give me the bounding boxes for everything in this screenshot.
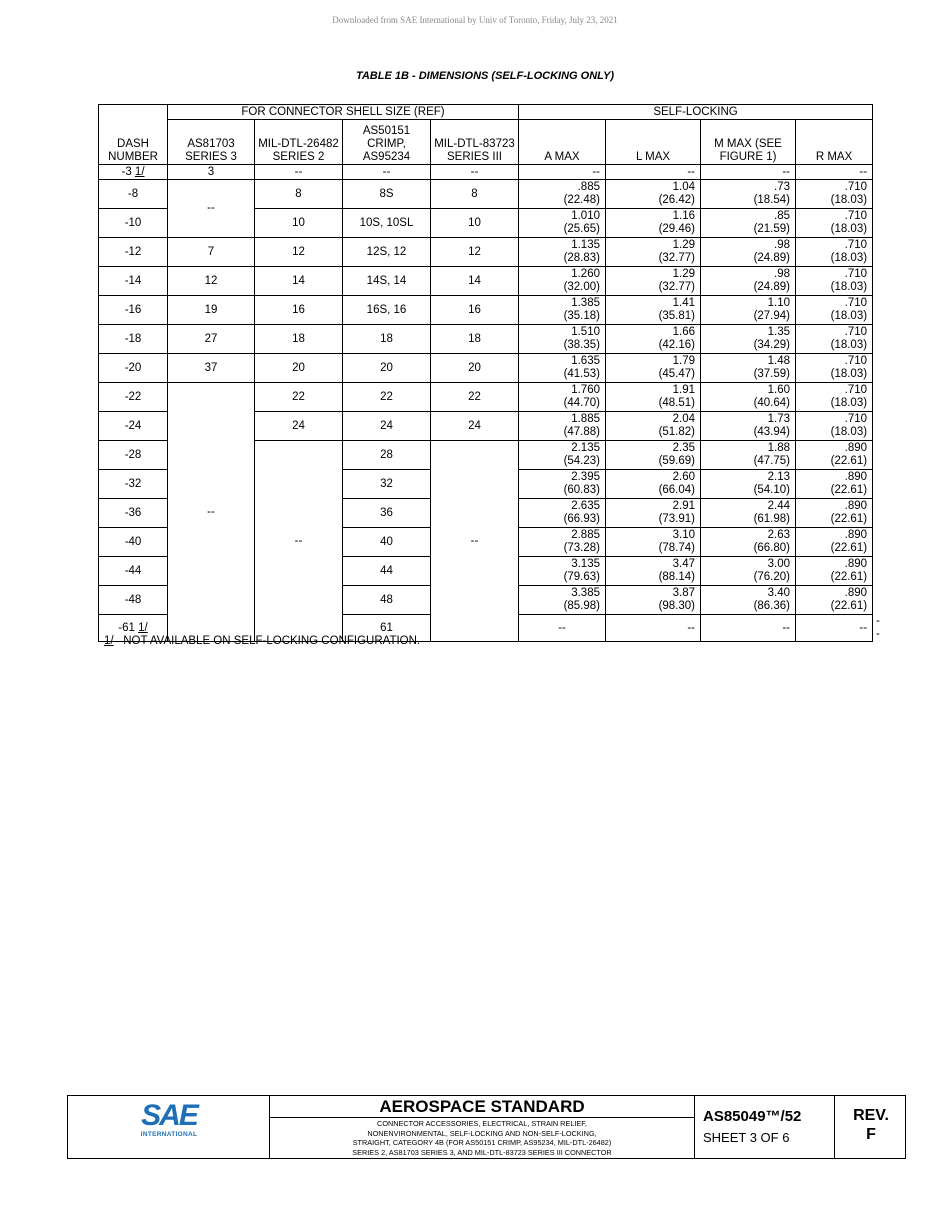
mil83723-cell: 22 [431, 383, 519, 412]
m-max-cell: 1.88 (47.75) [701, 441, 796, 470]
logo-cell [68, 1096, 270, 1158]
header-m-max: M MAX (SEE FIGURE 1) [701, 120, 796, 165]
r-max-cell: .710 (18.03) [796, 325, 873, 354]
standard-type: AEROSPACE STANDARD [270, 1096, 694, 1118]
as50151-cell: 48 [343, 586, 431, 615]
as50151-cell: 32 [343, 470, 431, 499]
mil83723-cell: 24 [431, 412, 519, 441]
l-max-cell: 1.91 (48.51) [606, 383, 701, 412]
a-max-cell: -- [606, 615, 701, 642]
table-row [99, 267, 873, 296]
dash-cell: -40 [99, 528, 168, 557]
as50151-cell: 12S, 12 [343, 238, 431, 267]
l-max-cell: 3.47 (88.14) [606, 557, 701, 586]
m-max-cell: -- [796, 615, 873, 642]
revision [835, 1106, 907, 1144]
l-max-cell: 1.41 (35.81) [606, 296, 701, 325]
l-max-cell: -- [701, 615, 796, 642]
as81703-cell: -- [168, 180, 255, 238]
a-max-cell: 1.760 (44.70) [519, 383, 606, 412]
r-max-cell: .710 (18.03) [796, 267, 873, 296]
dash-cell: -18 [99, 325, 168, 354]
revision-value: F [866, 1126, 876, 1143]
header-as81703: AS81703 SERIES 3 [168, 120, 255, 165]
as50151-cell: 14S, 14 [343, 267, 431, 296]
l-max-cell: 1.16 (29.46) [606, 209, 701, 238]
m-max-cell: .98 (24.89) [701, 238, 796, 267]
a-max-cell: 1.510 (38.35) [519, 325, 606, 354]
l-max-cell: 1.04 (26.42) [606, 180, 701, 209]
l-max-cell: 3.10 (78.74) [606, 528, 701, 557]
header-r-max: R MAX [796, 120, 873, 165]
footnote-ref: 1/ [104, 635, 114, 647]
sae-logo [136, 1101, 202, 1138]
m-max-cell: 2.44 (61.98) [701, 499, 796, 528]
l-max-cell: 1.66 (42.16) [606, 325, 701, 354]
as50151-cell: 44 [343, 557, 431, 586]
mil83723-cell: 12 [431, 238, 519, 267]
r-max-cell: .890 (22.61) [796, 557, 873, 586]
dash-cell: -36 [99, 499, 168, 528]
l-max-cell: 2.60 (66.04) [606, 470, 701, 499]
revision-cell [835, 1096, 907, 1158]
a-max-cell: 2.135 (54.23) [519, 441, 606, 470]
l-max-cell: 1.29 (32.77) [606, 238, 701, 267]
as50151-cell: 36 [343, 499, 431, 528]
m-max-cell: 2.13 (54.10) [701, 470, 796, 499]
header-a-max: A MAX [519, 120, 606, 165]
mil83723-cell: -- [431, 165, 519, 180]
as81703-cell: 37 [168, 354, 255, 383]
dash-cell: -32 [99, 470, 168, 499]
logo-text: SAE [141, 1099, 197, 1132]
m-max-cell: .98 (24.89) [701, 267, 796, 296]
l-max-cell: 1.29 (32.77) [606, 267, 701, 296]
a-max-cell: .885 (22.48) [519, 180, 606, 209]
mil83723-cell: 8 [431, 180, 519, 209]
r-max-cell: .710 (18.03) [796, 238, 873, 267]
mil83723-cell: 20 [431, 354, 519, 383]
dash-cell: -44 [99, 557, 168, 586]
revision-label: REV. [853, 1107, 889, 1124]
dash-cell: -48 [99, 586, 168, 615]
l-max-cell: 1.79 (45.47) [606, 354, 701, 383]
doc-number: AS85049™/52 [703, 1108, 802, 1125]
as81703-cell: 27 [168, 325, 255, 354]
standard-cell [270, 1096, 695, 1158]
m-max-cell: .73 (18.54) [701, 180, 796, 209]
footnote-ref: 1/ [134, 165, 145, 178]
doc-number-cell [695, 1096, 835, 1158]
as50151-cell: -- [519, 615, 606, 642]
as50151-cell: 22 [343, 383, 431, 412]
sheet-number: SHEET 3 OF 6 [703, 1130, 790, 1145]
header-dash-number: DASH NUMBER [99, 105, 168, 165]
mil83723-cell: 14 [431, 267, 519, 296]
dash-cell: -28 [99, 441, 168, 470]
table-row [99, 180, 873, 209]
a-max-cell: 1.385 (35.18) [519, 296, 606, 325]
mil26482-cell: -- [255, 441, 343, 642]
mil26482-cell: 10 [255, 209, 343, 238]
l-max-cell: 2.35 (59.69) [606, 441, 701, 470]
r-max-cell: .890 (22.61) [796, 499, 873, 528]
mil83723-cell: 16 [431, 296, 519, 325]
as50151-cell: -- [343, 165, 431, 180]
mil26482-cell: 22 [255, 383, 343, 412]
m-max-cell: 3.40 (86.36) [701, 586, 796, 615]
l-max-cell: 2.04 (51.82) [606, 412, 701, 441]
m-max-cell: 1.48 (37.59) [701, 354, 796, 383]
dash-cell: -22 [99, 383, 168, 412]
dash-cell: -20 [99, 354, 168, 383]
r-max-cell: .890 (22.61) [796, 441, 873, 470]
mil26482-cell: -- [255, 165, 343, 180]
m-max-cell: 1.60 (40.64) [701, 383, 796, 412]
dash-cell: -61 1/ [99, 615, 168, 642]
mil26482-cell: 16 [255, 296, 343, 325]
table-row [99, 325, 873, 354]
standard-description: CONNECTOR ACCESSORIES, ELECTRICAL, STRAIN RELIEF, NONENVIRONMENTAL, SELF-LOCKING AND NON-SELF-LOCKING, STRAIGHT, CATEGORY 4B (FOR AS50151 CRIMP, AS95234, MIL-DTL-26482) SERIES 2, AS81703 SERIES 3, AND MIL-DTL-83723 SERIES III CONNECTOR [352, 1119, 612, 1157]
m-max-cell: 3.00 (76.20) [701, 557, 796, 586]
m-max-cell: 2.63 (66.80) [701, 528, 796, 557]
a-max-cell: -- [519, 165, 606, 180]
m-max-cell: 1.35 (34.29) [701, 325, 796, 354]
m-max-cell: 1.73 (43.94) [701, 412, 796, 441]
m-max-cell: 1.10 (27.94) [701, 296, 796, 325]
as50151-cell: 28 [343, 441, 431, 470]
l-max-cell: 3.87 (98.30) [606, 586, 701, 615]
mil26482-cell: 14 [255, 267, 343, 296]
a-max-cell: 1.010 (25.65) [519, 209, 606, 238]
l-max-cell: -- [606, 165, 701, 180]
as50151-cell: 18 [343, 325, 431, 354]
l-max-cell: 2.91 (73.91) [606, 499, 701, 528]
a-max-cell: 1.885 (47.88) [519, 412, 606, 441]
m-max-cell: -- [701, 165, 796, 180]
r-max-cell: .710 (18.03) [796, 383, 873, 412]
dash-cell: -3 1/ [99, 165, 168, 180]
as81703-cell: 19 [168, 296, 255, 325]
logo-subtext: INTERNATIONAL [140, 1131, 198, 1138]
r-max-cell: .710 (18.03) [796, 209, 873, 238]
mil83723-cell: 10 [431, 209, 519, 238]
table-row [99, 165, 873, 180]
table-row [99, 296, 873, 325]
footnote-ref: 1/ [138, 621, 148, 634]
footnote [104, 635, 420, 647]
footnote-text: NOT AVAILABLE ON SELF-LOCKING CONFIGURATION. [123, 635, 421, 647]
a-max-cell: 1.135 (28.83) [519, 238, 606, 267]
as50151-cell: 16S, 16 [343, 296, 431, 325]
mil26482-cell: 24 [255, 412, 343, 441]
as50151-cell: 20 [343, 354, 431, 383]
r-max-cell: .710 (18.03) [796, 296, 873, 325]
header-group-connector: FOR CONNECTOR SHELL SIZE (REF) [168, 105, 519, 120]
as81703-cell: 3 [168, 165, 255, 180]
dash-cell: -10 [99, 209, 168, 238]
a-max-cell: 2.635 (66.93) [519, 499, 606, 528]
a-max-cell: 1.635 (41.53) [519, 354, 606, 383]
header-as50151: AS50151 CRIMP, AS95234 [343, 120, 431, 165]
a-max-cell: 3.385 (85.98) [519, 586, 606, 615]
download-watermark: Downloaded from SAE International by Univ of Toronto, Friday, July 23, 2021 [332, 15, 618, 25]
header-group-self-locking: SELF-LOCKING [519, 105, 873, 120]
table-row [99, 238, 873, 267]
table-title: TABLE 1B - DIMENSIONS (SELF-LOCKING ONLY) [355, 70, 615, 82]
as81703-cell: 7 [168, 238, 255, 267]
dimensions-table [98, 104, 880, 642]
as50151-cell: 40 [343, 528, 431, 557]
as81703-cell: 12 [168, 267, 255, 296]
a-max-cell: 3.135 (79.63) [519, 557, 606, 586]
r-max-cell: .710 (18.03) [796, 412, 873, 441]
dash-cell: -12 [99, 238, 168, 267]
m-max-cell: .85 (21.59) [701, 209, 796, 238]
header-l-max: L MAX [606, 120, 701, 165]
r-max-cell: -- [796, 165, 873, 180]
mil83723-cell: 18 [431, 325, 519, 354]
a-max-cell: 2.395 (60.83) [519, 470, 606, 499]
as50151-cell: 24 [343, 412, 431, 441]
as50151-cell: 10S, 10SL [343, 209, 431, 238]
mil26482-cell: 20 [255, 354, 343, 383]
mil83723-cell: -- [431, 441, 519, 642]
a-max-cell: 1.260 (32.00) [519, 267, 606, 296]
dash-cell: -24 [99, 412, 168, 441]
title-block [67, 1095, 906, 1159]
r-max-cell: .710 (18.03) [796, 354, 873, 383]
header-mil26482: MIL-DTL-26482 SERIES 2 [255, 120, 343, 165]
mil26482-cell: 8 [255, 180, 343, 209]
table-row [99, 383, 873, 412]
as81703-cell: -- [168, 383, 255, 642]
as50151-cell: 8S [343, 180, 431, 209]
dash-cell: -14 [99, 267, 168, 296]
r-max-cell: .710 (18.03) [796, 180, 873, 209]
dash-cell: -16 [99, 296, 168, 325]
a-max-cell: 2.885 (73.28) [519, 528, 606, 557]
r-max-cell: .890 (22.61) [796, 470, 873, 499]
dash-cell: -8 [99, 180, 168, 209]
header-mil83723: MIL-DTL-83723 SERIES III [431, 120, 519, 165]
mil26482-cell: 12 [255, 238, 343, 267]
table-row [99, 354, 873, 383]
r-max-cell: .890 (22.61) [796, 528, 873, 557]
mil26482-cell: 18 [255, 325, 343, 354]
table-row: -61 1/ 61 -- -- -- -- -- [99, 615, 873, 642]
r-max-cell: .890 (22.61) [796, 586, 873, 615]
as81703-cell: 61 [343, 615, 431, 642]
